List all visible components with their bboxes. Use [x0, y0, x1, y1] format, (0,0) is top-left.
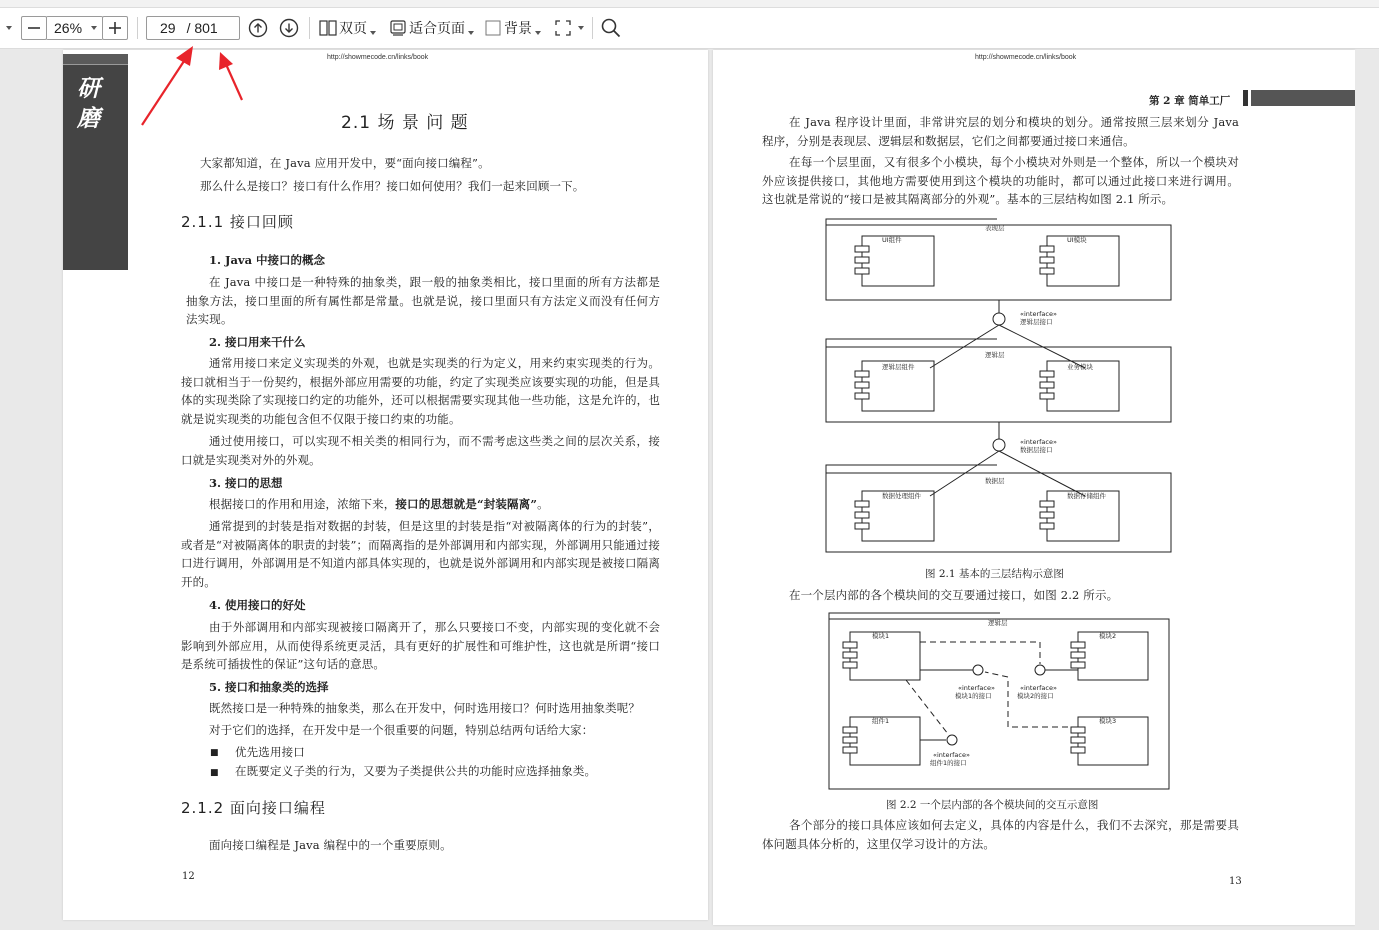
page-number: 13	[1229, 876, 1242, 887]
point-6-text: 面向接口编程是 Java 编程中的一个重要原则。	[209, 838, 452, 852]
bullet-icon: ■	[210, 768, 219, 778]
page-number: 12	[182, 871, 195, 882]
interface-label: 模块2的接口	[1017, 692, 1054, 700]
module-label: 模块2	[1099, 632, 1117, 640]
page-url: http://showmecode.cn/links/book	[327, 54, 429, 61]
point-3-text-1a: 根据接口的作用和用途，浓缩下来，	[209, 497, 396, 511]
component-label: 业务模块	[1067, 363, 1093, 371]
point-5-title: 5. 接口和抽象类的选择	[209, 680, 329, 694]
interface-stereotype: «interface»	[958, 684, 995, 692]
point-3-text-1c: 。	[537, 497, 549, 511]
point-4-text: 由于外部调用和内部实现被接口隔离开了，那么只要接口不变，内部实现的变化就不会影响到外部应用，从而使得系统更灵活，具有更好的扩展性和可维护性，这也就是所谓“接口是系统可插拔性的保证”这句话的意思。	[181, 620, 660, 672]
interface-label: 组件1的接口	[930, 759, 967, 767]
point-4-title: 4. 使用接口的好处	[209, 598, 306, 612]
layer-label: 数据层	[985, 477, 1005, 485]
point-5-text-2: 对于它们的选择，在开发中是一个很重要的问题，特别总结两句话给大家：	[209, 723, 594, 737]
figure-caption: 图 2.2 一个层内部的各个模块间的交互示意图	[886, 799, 1099, 811]
current-page: 29	[160, 20, 176, 36]
background-label: 背景	[504, 20, 532, 36]
para-3: 在一个层内部的各个模块间的交互要通过接口，如图 2.2 所示。	[789, 588, 1119, 602]
interface-stereotype: «interface»	[1020, 438, 1057, 446]
point-2-title: 2. 接口用来干什么	[209, 335, 306, 349]
interface-stereotype: «interface»	[1020, 310, 1057, 318]
intro-line-2: 那么什么是接口？接口有什么作用？接口如何使用？我们一起来回顾一下。	[200, 179, 585, 193]
interface-label: 逻辑层接口	[1020, 318, 1053, 326]
bullet-icon: ■	[210, 748, 219, 758]
para-2: 在每一个层里面，又有很多个小模块，每个小模块对外则是一个整体，所以一个模块对外应该提供接口，其他地方需要使用到这个模块的功能时，都可以通过此接口来进行调用。这也就是常说的“接口是被其隔离部分的外观”。基本的三层结构如图 2.1 所示。	[762, 155, 1239, 207]
intro-line-1: 大家都知道，在 Java 应用开发中，要“面向接口编程”。	[200, 156, 490, 170]
chapter-tab-text: 研磨	[77, 75, 100, 132]
section-title: 2.1 场 景 问 题	[341, 113, 469, 133]
interface-stereotype: «interface»	[1020, 684, 1057, 692]
component-label: 数据处理组件	[882, 492, 921, 500]
point-2-text-1: 通常用接口来定义实现类的外观，也就是实现类的行为定义，用来约束实现类的行为。接口就相当于一份契约，根据外部应用需要的功能，约定了实现类应该要实现的功能，但是具体的实现类除了实现接口约定的功能外，还可以根据需要实现其他一些功能，这是允许的，也就是说实现类的功能包含但不仅限于接口约束的功能。	[181, 356, 660, 426]
chapter-header: 第 2 章 简单工厂	[1149, 95, 1231, 107]
zoom-value: 26%	[54, 20, 83, 36]
total-pages: / 801	[186, 20, 218, 36]
page-url: http://showmecode.cn/links/book	[975, 54, 1077, 61]
bullet-2: 在既要定义子类的行为，又要为子类提供公共的功能时应选择抽象类。	[235, 764, 597, 778]
fit-page-label: 适合页面	[409, 20, 465, 36]
module-label: 模块3	[1099, 717, 1117, 725]
point-3-text-2: 通常提到的封装是指对数据的封装，但是这里的封装是指“对被隔离体的行为的封装”，或者是“对被隔离体的职责的封装”；而隔离指的是外部调用和内部实现，外部调用只能通过接口进行调用，外部调用是不知道内部具体实现的，也就是说外部调用和内部实现是被接口隔离开的。	[181, 519, 660, 589]
point-2-text-2: 通过使用接口，可以实现不相关类的相同行为，而不需考虑这些类之间的层次关系，接口就是实现类对外的外观。	[181, 434, 660, 467]
layer-label: 表现层	[985, 224, 1005, 232]
para-1: 在 Java 程序设计里面，非常讲究层的划分和模块的划分。通常按照三层来划分 Java 程序，分别是表现层、逻辑层和数据层，它们之间都要通过接口来通信。	[762, 115, 1239, 148]
double-page-label: 双页	[339, 20, 367, 36]
layer-label: 逻辑层	[988, 619, 1008, 627]
component-label: 逻辑层组件	[882, 363, 915, 371]
component-label: UI模块	[1067, 236, 1087, 244]
interface-label: 模块1的接口	[955, 692, 992, 700]
point-1-text: 在 Java 中接口是一种特殊的抽象类，跟一般的抽象类相比，接口里面的所有方法都是抽象方法，接口里面的所有属性都是常量。也就是说，接口里面只有方法定义而没有任何方法实现。	[186, 275, 660, 327]
point-3-text-1b: 接口的思想就是“封装隔离”	[395, 497, 538, 511]
interface-label: 数据层接口	[1020, 446, 1053, 454]
subsection-heading: 2.1.1 接口回顾	[181, 213, 294, 231]
subsection-heading: 2.1.2 面向接口编程	[181, 799, 326, 817]
layer-label: 逻辑层	[985, 351, 1005, 359]
component-label: 数据存储组件	[1067, 492, 1106, 500]
para-4: 各个部分的接口具体应该如何去定义，具体的内容是什么，我们不去深究，那是需要具体问题具体分析的，这里仅学习设计的方法。	[762, 818, 1239, 851]
red-arrow-icon	[142, 46, 242, 125]
point-1-title: 1. Java 中接口的概念	[209, 253, 326, 267]
point-3-title: 3. 接口的思想	[209, 476, 283, 490]
component-label: 组件1	[872, 717, 890, 725]
figure-caption: 图 2.1 基本的三层结构示意图	[925, 568, 1064, 580]
component-label: UI组件	[882, 236, 902, 244]
point-5-text-1: 既然接口是一种特殊的抽象类，那么在开发中，何时选用接口？何时选用抽象类呢？	[209, 701, 641, 715]
bullet-1: 优先选用接口	[235, 745, 305, 759]
interface-stereotype: «interface»	[933, 751, 970, 759]
module-label: 模块1	[872, 632, 890, 640]
